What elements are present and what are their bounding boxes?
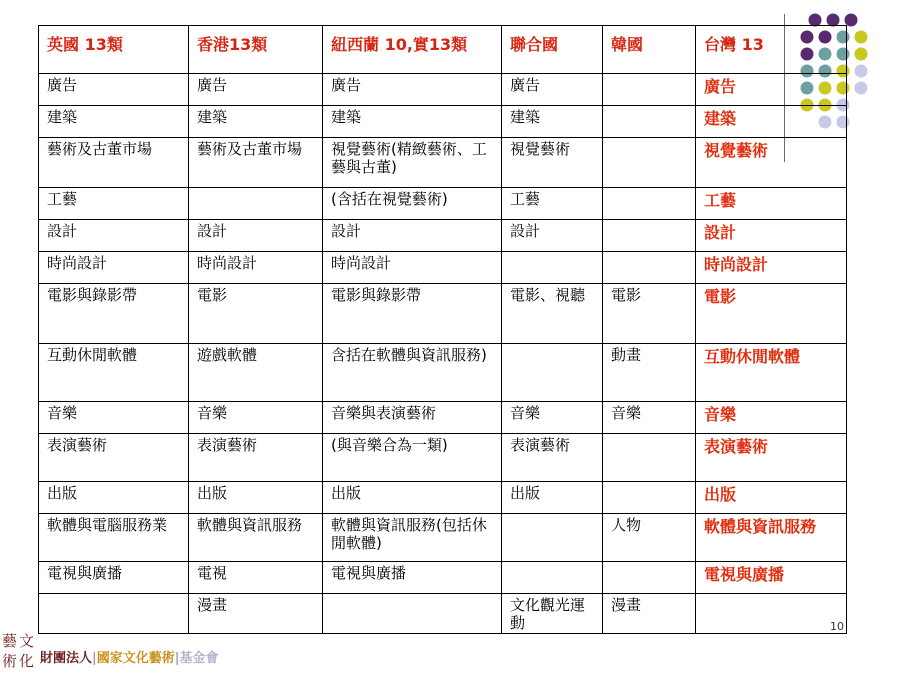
table-cell: 時尚設計 [39,252,189,284]
column-header: 台灣 13 [696,26,847,74]
svg-text:藝: 藝 [2,632,18,650]
decorative-dot [855,31,868,44]
table-cell: 設計 [502,220,603,252]
table-cell: 建築 [39,106,189,138]
table-cell: 廣告 [189,74,323,106]
table-cell: 出版 [189,482,323,514]
decorative-dot [855,65,868,78]
table-row [39,594,847,634]
table-cell [502,562,603,594]
table-cell: 互動休閒軟體 [39,344,189,402]
svg-text:文: 文 [19,632,35,650]
table-cell: 軟體與電腦服務業 [39,514,189,562]
table-cell: 電視與廣播 [39,562,189,594]
table-cell: 表演藝術 [502,434,603,482]
table-cell: 電影 [603,284,696,344]
table-row [39,106,847,138]
table-cell: 電影 [696,284,847,344]
table-cell [323,594,502,634]
comparison-table [38,25,847,634]
decorative-dot [855,48,868,61]
table-row [39,284,847,344]
table-cell [603,106,696,138]
table-cell: 表演藝術 [39,434,189,482]
table-cell: 出版 [696,482,847,514]
column-header: 英國 13類 [39,26,189,74]
table-cell: 建築 [696,106,847,138]
table-cell: 電視與廣播 [323,562,502,594]
table-row [39,402,847,434]
table-cell: 廣告 [502,74,603,106]
table-row [39,188,847,220]
table-cell: 出版 [502,482,603,514]
table-row [39,434,847,482]
column-header: 韓國 [603,26,696,74]
table-cell: 視覺藝術 [696,138,847,188]
table-cell [603,434,696,482]
table-cell: 音樂 [502,402,603,434]
table-cell: 設計 [696,220,847,252]
table-cell: 電影與錄影帶 [39,284,189,344]
svg-text:術: 術 [2,652,18,670]
table-row [39,514,847,562]
table-row [39,482,847,514]
table-cell: 音樂 [39,402,189,434]
table-row [39,74,847,106]
table-cell [189,188,323,220]
table-cell [603,482,696,514]
table-cell: 軟體與資訊服務(包括休閒軟體) [323,514,502,562]
table-cell: 音樂 [189,402,323,434]
table-cell [603,562,696,594]
decorative-dot [855,82,868,95]
table-row [39,138,847,188]
table-cell: 音樂 [696,402,847,434]
table-cell: 工藝 [696,188,847,220]
org-name-part2: 國家文化藝術 [96,651,175,666]
table-cell: 廣告 [39,74,189,106]
table-cell: 工藝 [502,188,603,220]
table-cell: 藝術及古董市場 [189,138,323,188]
table-cell: 含括在軟體與資訊服務) [323,344,502,402]
table-cell: 廣告 [323,74,502,106]
foundation-logo [0,628,36,675]
org-name-part1: 財團法人 [40,651,93,666]
table-row [39,220,847,252]
table-cell: 人物 [603,514,696,562]
table-cell: 建築 [189,106,323,138]
page-number: 10 [830,620,844,633]
table-cell: 動畫 [603,344,696,402]
table-row [39,344,847,402]
table-cell: 音樂 [603,402,696,434]
table-cell [603,252,696,284]
table-row [39,562,847,594]
table-cell: 建築 [323,106,502,138]
table-cell [603,220,696,252]
table-cell [603,74,696,106]
table-cell: 廣告 [696,74,847,106]
table-cell [603,188,696,220]
column-header: 紐西蘭 10,實13類 [323,26,502,74]
table-row [39,252,847,284]
table-cell: 建築 [502,106,603,138]
table-header-row [39,26,847,74]
table-cell: 遊戲軟體 [189,344,323,402]
table-cell: 電視 [189,562,323,594]
column-header: 聯合國 [502,26,603,74]
table-cell: (含括在視覺藝術) [323,188,502,220]
table-cell: 表演藝術 [189,434,323,482]
table-cell: 時尚設計 [323,252,502,284]
table-cell [39,594,189,634]
table-cell: 電視與廣播 [696,562,847,594]
table-cell: 視覺藝術 [502,138,603,188]
table-cell: 漫畫 [603,594,696,634]
org-separator: | [92,651,97,666]
table-cell: 視覺藝術(精緻藝術、工藝與古董) [323,138,502,188]
table-cell: 音樂與表演藝術 [323,402,502,434]
table-cell: 文化觀光運動 [502,594,603,634]
table-cell: 出版 [323,482,502,514]
table-cell [502,514,603,562]
table-cell: 電影、視聽 [502,284,603,344]
table-cell: 藝術及古董市場 [39,138,189,188]
table-cell: 軟體與資訊服務 [189,514,323,562]
table-cell: 電影與錄影帶 [323,284,502,344]
table-cell [502,344,603,402]
org-name-part3: 基金會 [179,651,219,666]
table-cell: 漫畫 [189,594,323,634]
table-cell: 設計 [39,220,189,252]
table-cell: 軟體與資訊服務 [696,514,847,562]
org-separator-2: | [174,651,180,666]
table-cell: 設計 [189,220,323,252]
table-cell: 設計 [323,220,502,252]
svg-text:化: 化 [19,652,35,670]
table-cell [502,252,603,284]
table-cell [603,138,696,188]
table-cell: 時尚設計 [696,252,847,284]
table-cell: 互動休閒軟體 [696,344,847,402]
table-cell: 時尚設計 [189,252,323,284]
column-header: 香港13類 [189,26,323,74]
table-cell: 工藝 [39,188,189,220]
table-cell [696,594,847,634]
table-cell: 出版 [39,482,189,514]
table-cell: 表演藝術 [696,434,847,482]
table-cell: (與音樂合為一類) [323,434,502,482]
foundation-name [40,647,219,666]
table-cell: 電影 [189,284,323,344]
